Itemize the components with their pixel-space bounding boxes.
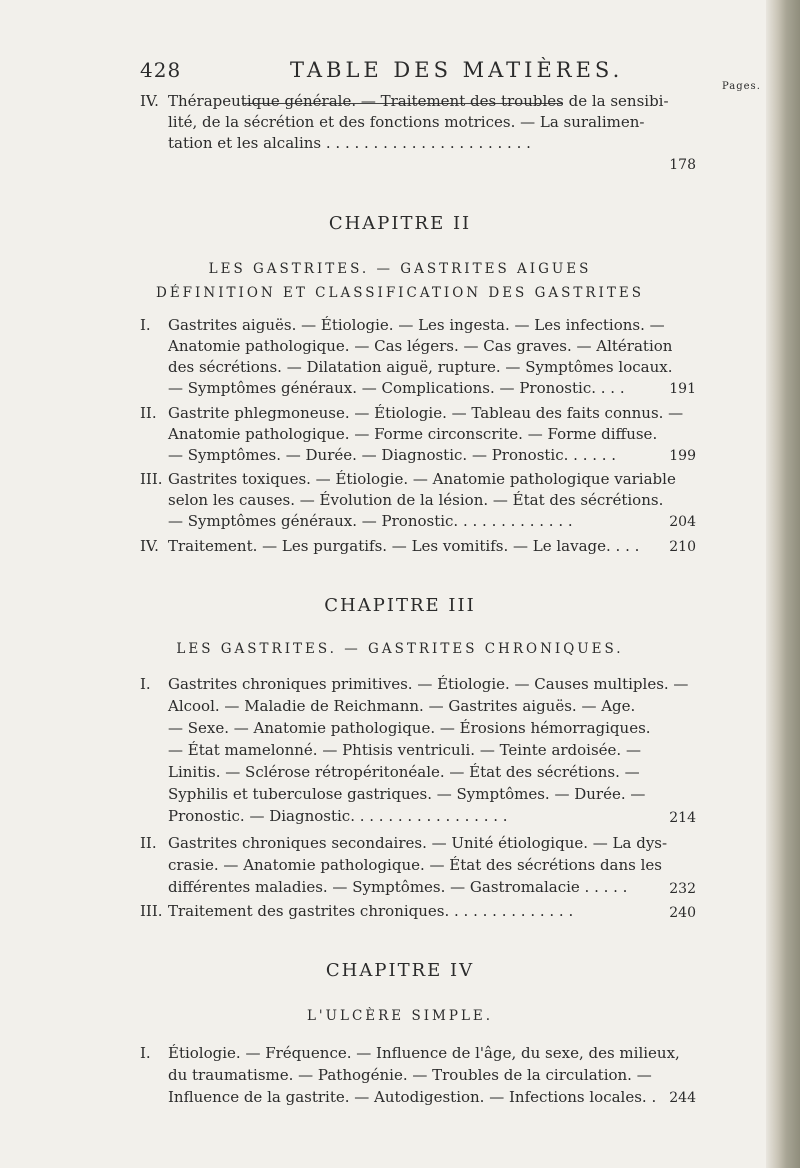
- entry-number: II.: [140, 404, 157, 422]
- entry-line: — Symptômes généraux. — Complications. — Pronostic. . . .: [168, 379, 625, 397]
- entry-line: Traitement. — Les purgatifs. — Les vomitifs. — Le lavage. . . .: [168, 537, 640, 555]
- entry-line: Syphilis et tuberculose gastriques. — Symptômes. — Durée. —: [168, 785, 646, 803]
- entry-line: Traitement des gastrites chroniques. . . . . . . . . . . . . .: [168, 902, 574, 920]
- entry-line: tation et les alcalins . . . . . . . . . . . . . . . . . . . . . .: [168, 134, 531, 152]
- entry-number: I.: [140, 316, 151, 334]
- entry-number: I.: [140, 675, 151, 693]
- entry-page: 204: [669, 514, 696, 530]
- entry-page: 178: [669, 157, 696, 173]
- entry-number: I.: [140, 1044, 151, 1062]
- entry-line: Anatomie pathologique. — Forme circonscrite. — Forme diffuse.: [168, 425, 658, 443]
- chapter-subtitle: LES GASTRITES. — GASTRITES AIGUES: [208, 261, 592, 277]
- entry-page: 240: [669, 905, 696, 921]
- entry-line: Alcool. — Maladie de Reichmann. — Gastrites aiguës. — Age.: [168, 697, 636, 715]
- entry-line: Gastrite phlegmoneuse. — Étiologie. — Tableau des faits connus. —: [168, 404, 684, 422]
- entry-line: Thérapeutique générale. — Traitement des troubles de la sensibi-: [168, 92, 669, 110]
- entry-line: Anatomie pathologique. — Cas légers. — Cas graves. — Altération: [168, 337, 673, 355]
- entry-page: 244: [669, 1090, 696, 1106]
- entry-line: selon les causes. — Évolution de la lésion. — État des sécrétions.: [168, 491, 664, 509]
- entry-line: — État mamelonné. — Phtisis ventriculi. — Teinte ardoisée. —: [168, 741, 641, 759]
- running-title: TABLE DES MATIÈRES.: [290, 58, 624, 82]
- entry-line: Gastrites aiguës. — Étiologie. — Les ingesta. — Les infections. —: [168, 316, 665, 334]
- chapter-subtitle: L'ULCÈRE SIMPLE.: [306, 1008, 494, 1024]
- entry-line: crasie. — Anatomie pathologique. — État des sécrétions dans les: [168, 856, 662, 874]
- pages-label: Pages.: [722, 81, 761, 92]
- entry-line: — Symptômes généraux. — Pronostic. . . . . . . . . . . . .: [168, 512, 573, 530]
- entry-line: lité, de la sécrétion et des fonctions motrices. — La suralimen-: [168, 113, 645, 131]
- entry-line: Linitis. — Sclérose rétropéritonéale. — État des sécrétions. —: [168, 763, 640, 781]
- entry-line: Gastrites chroniques secondaires. — Unité étiologique. — La dys-: [168, 834, 668, 852]
- entry-page: 232: [669, 881, 696, 897]
- entry-line: différentes maladies. — Symptômes. — Gastromalacie . . . . .: [168, 878, 628, 896]
- entry-number: III.: [140, 902, 163, 920]
- entry-line: Pronostic. — Diagnostic. . . . . . . . . . . . . . . . .: [168, 807, 508, 825]
- chapter-subtitle: DÉFINITION ET CLASSIFICATION DES GASTRITES: [156, 285, 644, 301]
- chapter-subtitle: LES GASTRITES. — GASTRITES CHRONIQUES.: [176, 641, 624, 657]
- chapter-heading: CHAPITRE III: [324, 595, 476, 616]
- entry-line: Étiologie. — Fréquence. — Influence de l'âge, du sexe, des milieux,: [168, 1044, 680, 1062]
- entry-line: des sécrétions. — Dilatation aiguë, rupture. — Symptômes locaux.: [168, 358, 673, 376]
- entry-number: IV.: [140, 537, 159, 555]
- chapter-heading: CHAPITRE II: [328, 213, 472, 234]
- entry-number: II.: [140, 834, 157, 852]
- entry-number: III.: [140, 470, 163, 488]
- entry-page: 210: [669, 539, 696, 555]
- entry-line: — Sexe. — Anatomie pathologique. — Érosions hémorragiques.: [168, 719, 651, 737]
- entry-line: du traumatisme. — Pathogénie. — Troubles de la circulation. —: [168, 1066, 652, 1084]
- entry-number: IV.: [140, 92, 159, 110]
- chapter-heading: CHAPITRE IV: [325, 960, 475, 981]
- entry-page: 199: [669, 448, 696, 464]
- entry-page: 191: [669, 381, 696, 397]
- entry-line: Gastrites chroniques primitives. — Étiologie. — Causes multiples. —: [168, 675, 689, 693]
- page-number: 428: [140, 58, 182, 82]
- entry-line: — Symptômes. — Durée. — Diagnostic. — Pronostic. . . . . .: [168, 446, 617, 464]
- page-edge-shadow: [766, 0, 800, 1168]
- entry-line: Gastrites toxiques. — Étiologie. — Anatomie pathologique variable: [168, 470, 676, 488]
- entry-line: Influence de la gastrite. — Autodigestion. — Infections locales. .: [168, 1088, 657, 1106]
- entry-page: 214: [669, 810, 696, 826]
